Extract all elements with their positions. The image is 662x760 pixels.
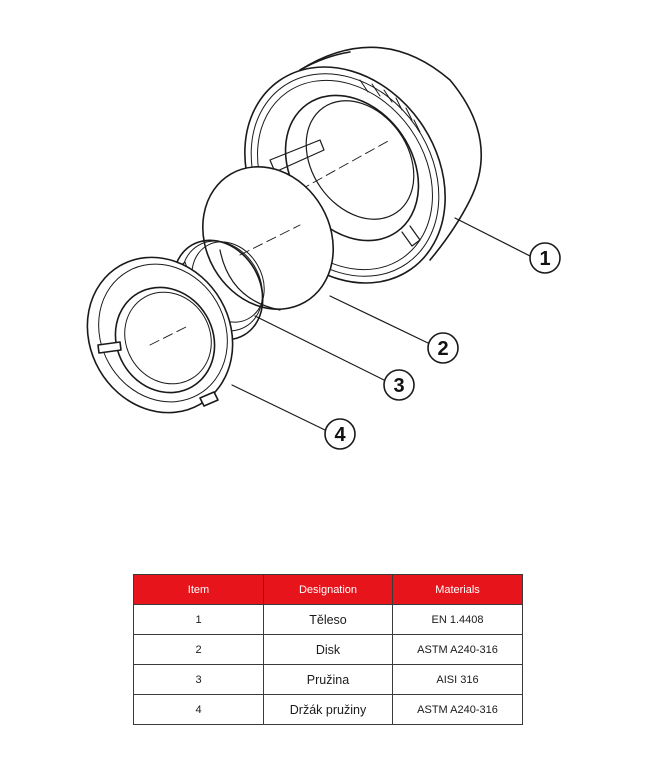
callout-label-3: 3 bbox=[393, 375, 405, 397]
cell-material: EN 1.4408 bbox=[393, 605, 523, 635]
table-row bbox=[134, 605, 523, 635]
parts-table bbox=[133, 574, 523, 725]
table-row bbox=[134, 665, 523, 695]
cell-designation: Držák pružiny bbox=[264, 695, 393, 725]
cell-item: 1 bbox=[134, 605, 264, 635]
header-designation: Designation bbox=[264, 575, 393, 605]
table-row bbox=[134, 695, 523, 725]
cell-designation: Těleso bbox=[264, 605, 393, 635]
table-header-row bbox=[134, 575, 523, 605]
table-row bbox=[134, 635, 523, 665]
callout-label-1: 1 bbox=[539, 248, 551, 270]
cell-material: ASTM A240-316 bbox=[393, 635, 523, 665]
cell-item: 2 bbox=[134, 635, 264, 665]
header-materials: Materials bbox=[393, 575, 523, 605]
cell-designation: Pružina bbox=[264, 665, 393, 695]
header-item: Item bbox=[134, 575, 264, 605]
callout-label-4: 4 bbox=[334, 424, 346, 446]
callout-label-2: 2 bbox=[437, 338, 449, 360]
cell-item: 3 bbox=[134, 665, 264, 695]
cell-item: 4 bbox=[134, 695, 264, 725]
cell-designation: Disk bbox=[264, 635, 393, 665]
cell-material: AISI 316 bbox=[393, 665, 523, 695]
cell-material: ASTM A240-316 bbox=[393, 695, 523, 725]
